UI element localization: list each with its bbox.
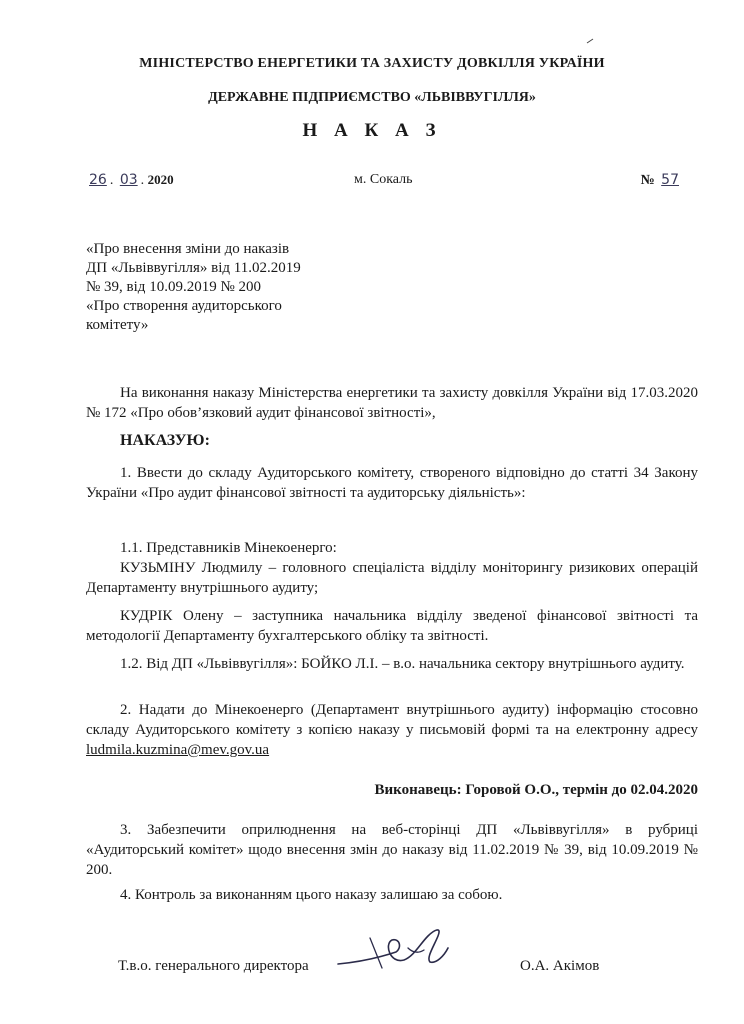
subject-line: комітету» [86,317,149,333]
item-1: 1. Ввести до складу Аудиторського комітету, створеного відповідно до статті 34 Закону України «Про аудит фінансової звітності та аудиторську діяльність»: [86,465,698,501]
subject-line: № 39, від 10.09.2019 № 200 [86,279,262,295]
date-year: 2020 [147,172,174,187]
signer-position: Т.в.о. генерального директора [118,958,309,974]
signer-name: О.А. Акімов [520,958,600,974]
number-value: 57 [661,172,679,188]
ministry-heading: МІНІСТЕРСТВО ЕНЕРГЕТИКИ ТА ЗАХИСТУ ДОВКІЛЛЯ УКРАЇНИ [139,56,605,71]
item-1-1: 1.1. Представників Мінекоенерго: [120,540,337,556]
item-2-text: 2. Надати до Мінекоенерго (Департамент внутрішнього аудиту) інформацію стосовно складу Аудиторського комітету з копією наказу у письмовій формі та на електронну адресу [86,702,698,738]
city: м. Сокаль [354,172,413,187]
document-title: Н А К А З [302,120,442,141]
preamble: На виконання наказу Міністерства енергетики та захисту довкілля України від 17.03.2020 № 172 «Про обов’язковий аудит фінансової звітності», [86,385,698,421]
date-month: 03 [119,172,138,188]
subject-line: «Про створення аудиторського [86,298,282,314]
email-link[interactable]: ludmila.kuzmina@mev.gov.ua [86,742,270,758]
subject-line: ДП «Львіввугілля» від 11.02.2019 [86,260,301,276]
order-date: 26 . 03 . 2020 [86,172,174,189]
number-label: № [640,173,655,188]
item-4: 4. Контроль за виконанням цього наказу залишаю за собою. [120,887,503,903]
item-1-2: 1.2. Від ДП «Львіввугілля»: БОЙКО Л.І. – в.о. начальника сектору внутрішнього аудиту. [120,656,685,672]
scan-mark [586,38,594,44]
enterprise-heading: ДЕРЖАВНЕ ПІДПРИЄМСТВО «ЛЬВІВВУГІЛЛЯ» [208,90,536,105]
dateline [86,172,686,192]
date-day: 26 [89,172,107,188]
executor-line: Виконавець: Горовой О.О., термін до 02.04.2020 [374,782,698,798]
member-1: КУЗЬМІНУ Людмилу – головного спеціаліста відділу моніторингу ризикових операцій Департаменту внутрішнього аудиту; [86,560,698,596]
item-3: 3. Забезпечити оприлюднення на веб-сторінці ДП «Львіввугілля» в рубриці «Аудиторський комітет» щодо внесення змін до наказу від 11.02.2019 № 39, від 10.09.2019 № 200. [86,822,698,878]
member-2: КУДРІК Олену – заступника начальника відділу зведеної фінансової звітності та методології Департаменту бухгалтерського обліку та звітності. [86,608,698,644]
order-subject [86,240,406,335]
item-2 [86,700,698,760]
signature-block [118,958,618,980]
subject-line: «Про внесення зміни до наказів [86,241,290,257]
order-number [641,172,682,189]
order-word: НАКАЗУЮ: [120,432,210,449]
